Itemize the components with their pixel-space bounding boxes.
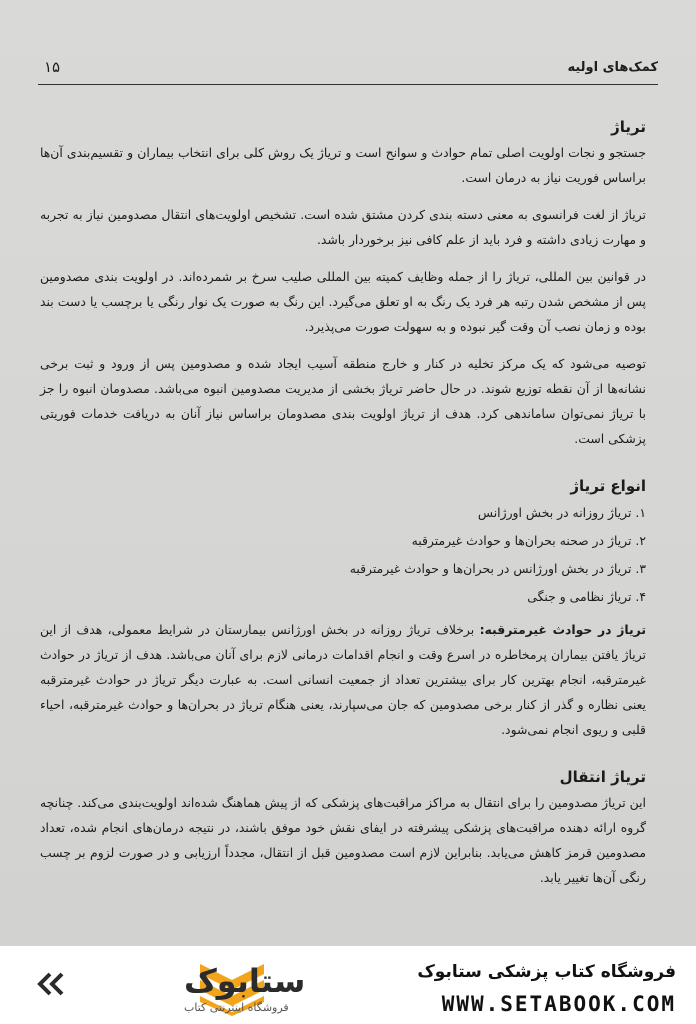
disaster-triage-text: برخلاف تریاژ روزانه در بخش اورژانس بیمارستان در شرایط معمولی، هدف از این تریاژ یافتن بیماران پرمخاطره در اسرع وقت و انجام اقدامات درمانی لازم برای آنان می‌باشد. هدف از تریاژ در حوادث غیرمترقبه، انجام بهترین کار برای بیشترین تعداد از جمعیت انسانی است. به عبارت دیگر تریاژ در حوادث غیرمترقبه یعنی نظاره و گذر از کنار برخی مصدومین که جان می‌سپارند، یعنی هنگام تریاژ در بحران‌ها و حوادث غیرمترقبه، احیاء قلبی و ریوی انجام نمی‌شود. bbox=[40, 622, 646, 737]
disaster-triage-lead: تریاژ در حوادث غیرمترقبه: bbox=[479, 622, 647, 637]
list-item: ۳. تریاژ در بخش اورژانس در بحران‌ها و حوادث غیرمترقبه bbox=[349, 561, 646, 576]
disaster-triage-paragraph bbox=[40, 617, 646, 742]
list-item: ۲. تریاژ در صحنه بحران‌ها و حوادث غیرمترقبه bbox=[411, 533, 646, 548]
store-banner bbox=[0, 946, 696, 1024]
section-title-triage-types: انواع تریاژ bbox=[570, 477, 646, 495]
chapter-title: کمک‌های اولیه bbox=[567, 60, 658, 75]
section-transfer-triage bbox=[40, 768, 646, 890]
page-header bbox=[38, 58, 658, 82]
list-item: ۴. تریاژ نظامی و جنگی bbox=[527, 589, 646, 604]
section-triage bbox=[40, 118, 646, 451]
transfer-triage-paragraph: این تریاژ مصدومین را برای انتقال به مراکز مراقبت‌های پزشکی که از پیش هماهنگ شده‌اند اولویت‌بندی می‌کند. چنانچه گروه ارائه دهنده مراقبت‌های پزشکی پیشرفته در ایفای نقش خود موفق باشند، در نتیجه درمان‌های انجام شده، تعداد مصدومین قرمز کاهش می‌یابد. بنابراین لازم است مصدومین قبل از انتقال، مجدداً ارزیابی و در صورت لزوم بر چسب رنگی آن‌ها تغییر یابد. bbox=[40, 795, 646, 885]
list-item: ۱. تریاژ روزانه در بخش اورژانس bbox=[477, 505, 646, 520]
paragraph-3: در قوانین بین المللی، تریاژ را از جمله وظایف کمیته بین المللی صلیب سرخ بر شمرده‌اند. در اولویت بندی مصدومین پس از مشخص شدن رتبه هر فرد یک رنگ به او تعلق می‌گیرد. این رنگ به صورت یک نوار رنگی یا برچسب یا دست بند بوده و زمان نصب آن وقت گیر نبوده و به سهولت صورت می‌پذیرد. bbox=[40, 269, 646, 334]
section-triage-types bbox=[40, 477, 646, 742]
paragraph-4: توصیه می‌شود که یک مرکز تخلیه در کنار و خارج منطقه آسیب ایجاد شده و مصدومین پس از ورود و ثبت برخی نشانه‌ها از آن نقطه توزیع شوند. در حال حاضر تریاژ بخشی از مدیریت مصدومین انبوه می‌باشد. مصدومان انبوه را جز با تریاژ نمی‌توان ساماندهی کرد. هدف از تریاژ اولویت بندی مصدومان براساس نیاز آنان به دریافت خدمات فوریتی پزشکی است. bbox=[40, 356, 646, 446]
page-number: ۱۵ bbox=[44, 58, 61, 76]
shop-url[interactable]: WWW.SETABOOK.COM bbox=[441, 992, 676, 1016]
page-content bbox=[40, 118, 646, 902]
logo-word: ستابوک bbox=[184, 962, 306, 1000]
section-title-transfer-triage: تریاژ انتقال bbox=[559, 768, 646, 786]
header-divider bbox=[38, 84, 658, 85]
triage-types-list bbox=[40, 499, 646, 611]
paragraph-1: جستجو و نجات اولویت اصلی تمام حوادث و سوانح است و تریاژ یک روش کلی برای انتخاب بیماران و تقسیم‌بندی آن‌ها براساس فوریت نیاز به درمان است. bbox=[40, 145, 646, 185]
setabook-logo-wordmark bbox=[34, 956, 306, 1016]
logo-tagline: فروشگاه اینترنتی کتاب bbox=[184, 1001, 289, 1014]
paragraph-2: تریاژ از لغت فرانسوی به معنی دسته بندی کردن مشتق شده است. تشخیص اولویت‌های انتقال مصدومین نیاز به تجربه و مهارت زیادی داشته و فرد باید از علم کافی نیز برخوردار باشد. bbox=[40, 207, 646, 247]
shop-name: فروشگاه کتاب پزشکی ستابوک bbox=[417, 962, 676, 982]
section-title-triage: تریاژ bbox=[611, 118, 646, 136]
